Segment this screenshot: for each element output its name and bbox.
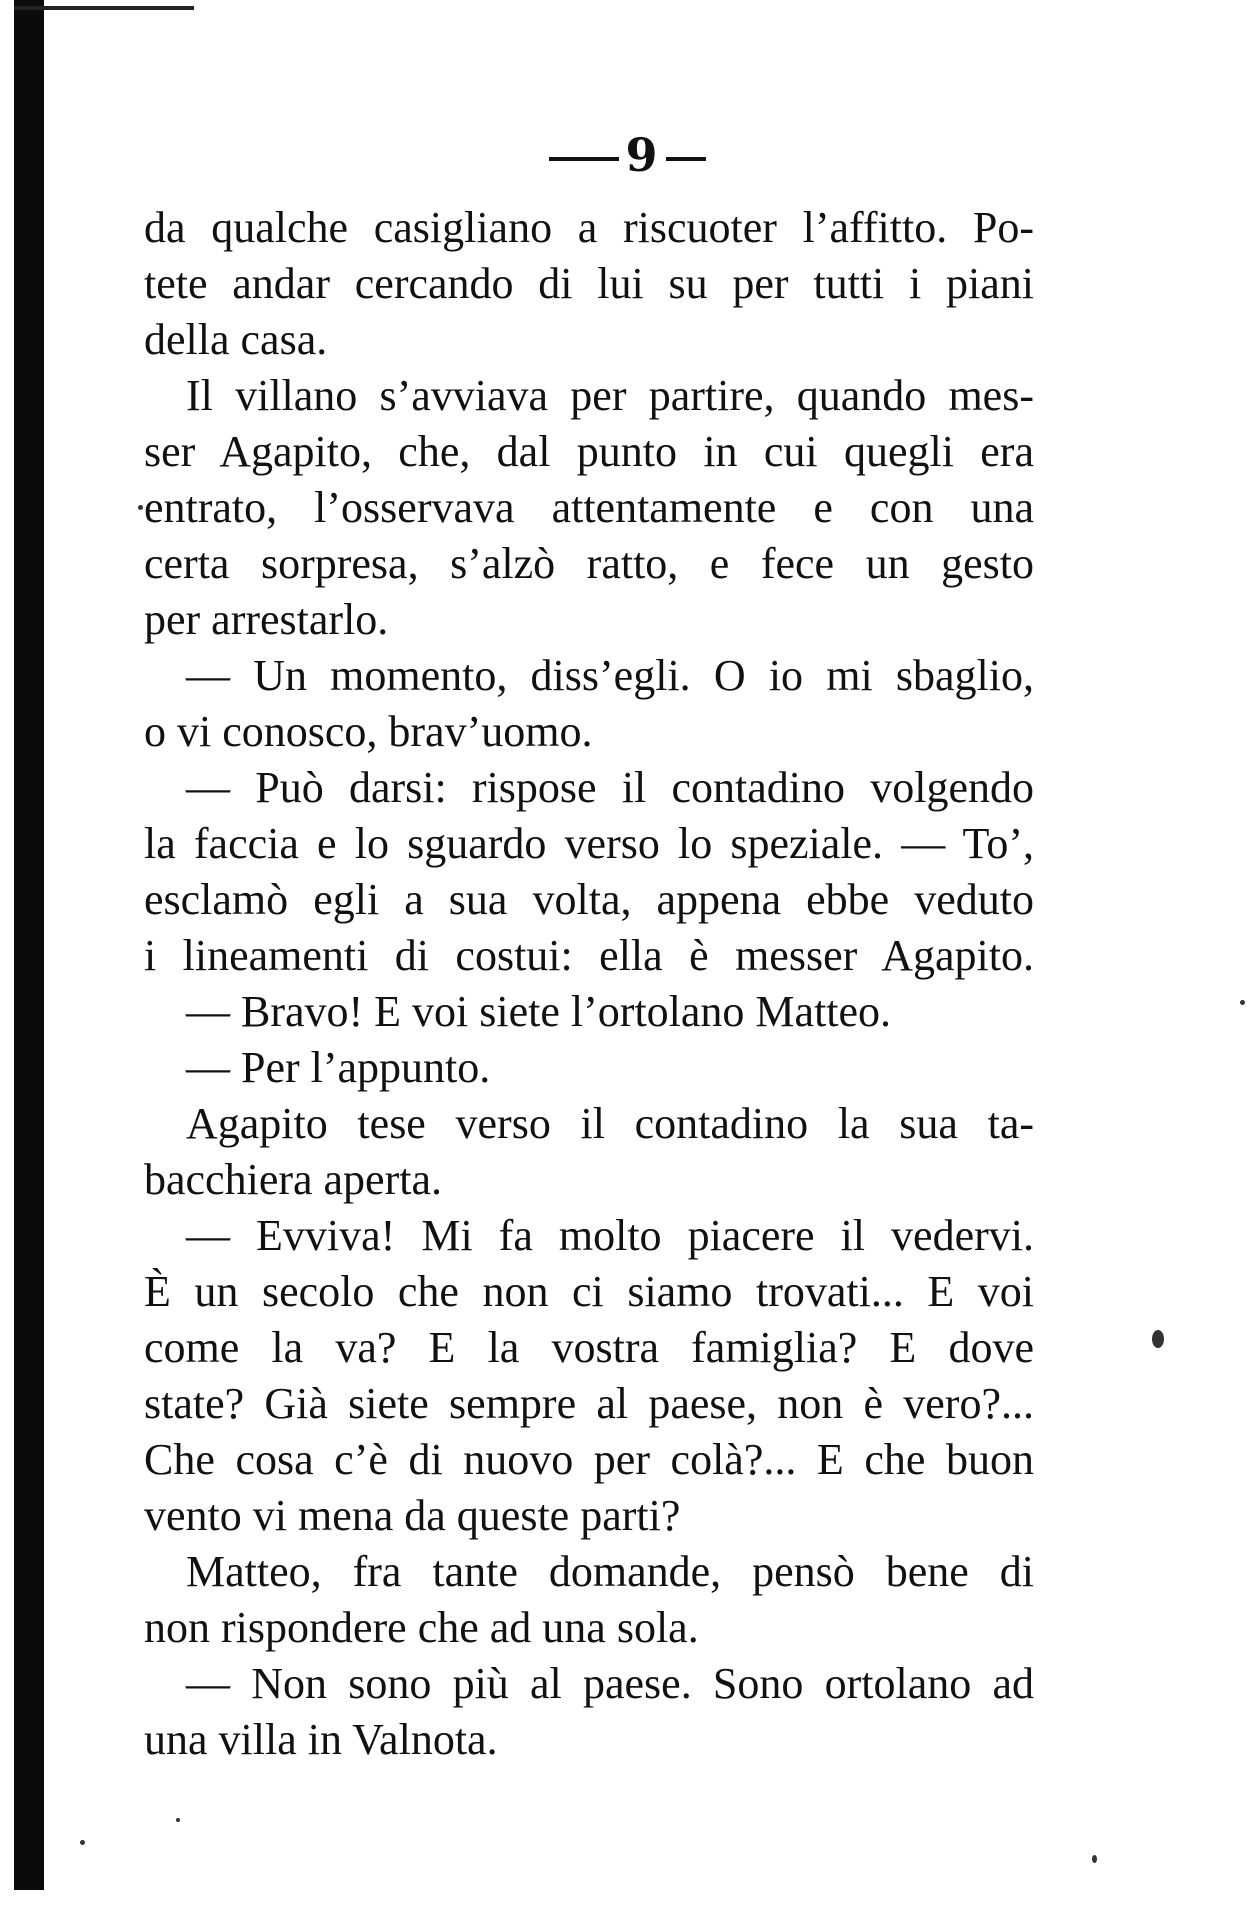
text-line: i lineamenti di costui: ella è messer Agapito. (144, 931, 1034, 980)
text-line: come la va? E la vostra famiglia? E dove (144, 1323, 1034, 1372)
scan-speck (80, 1840, 85, 1845)
text-line: — Può darsi: rispose il contadino volgendo (186, 763, 1034, 812)
page-number: 9 (625, 128, 660, 182)
text-line: per arrestarlo. (144, 595, 389, 644)
binding-edge (14, 0, 44, 1890)
text-line: Agapito tese verso il contadino la sua ta- (186, 1099, 1034, 1148)
text-line: — Per l’appunto. (186, 1043, 491, 1092)
text-line: la faccia e lo sguardo verso lo speziale. — To’, (144, 819, 1034, 868)
text-line: della casa. (144, 315, 328, 364)
text-line: — Un momento, diss’egli. O io mi sbaglio, (186, 651, 1034, 700)
scan-speck (1240, 1000, 1245, 1005)
header-dash-right (666, 157, 706, 161)
binding-edge-top (14, 6, 194, 10)
body-text (144, 200, 1034, 1768)
text-line: — Non sono più al paese. Sono ortolano ad (186, 1659, 1034, 1708)
text-line: entrato, l’osservava attentamente e con una (144, 483, 1034, 532)
text-line: state? Già siete sempre al paese, non è vero?... (144, 1379, 1034, 1428)
text-line: vento vi mena da queste parti? (144, 1491, 681, 1540)
text-line: una villa in Valnota. (144, 1715, 498, 1764)
text-line: — Bravo! E voi siete l’ortolano Matteo. (186, 987, 892, 1036)
text-line: Matteo, fra tante domande, pensò bene di (186, 1547, 1034, 1596)
text-line: Il villano s’avviava per partire, quando mes- (186, 371, 1034, 420)
text-line: È un secolo che non ci siamo trovati... E voi (144, 1267, 1034, 1316)
text-line: da qualche casigliano a riscuoter l’affitto. Po- (144, 203, 1034, 252)
page-header (0, 128, 1255, 182)
text-line: bacchiera aperta. (144, 1155, 442, 1204)
text-line: esclamò egli a sua volta, appena ebbe veduto (144, 875, 1034, 924)
text-line: certa sorpresa, s’alzò ratto, e fece un gesto (144, 539, 1034, 588)
scan-speck (176, 1818, 180, 1822)
header-dash-left (549, 157, 619, 161)
text-line: Che cosa c’è di nuovo per colà?... E che buon (144, 1435, 1034, 1484)
scan-speck (1152, 1330, 1164, 1348)
text-line: ser Agapito, che, dal punto in cui quegli era (144, 427, 1034, 476)
text-line: o vi conosco, brav’uomo. (144, 707, 593, 756)
text-line: non rispondere che ad una sola. (144, 1603, 699, 1652)
text-line: — Evviva! Mi fa molto piacere il vedervi. (186, 1211, 1034, 1260)
scan-speck (1092, 1855, 1097, 1863)
scan-speck (138, 505, 143, 510)
text-line: tete andar cercando di lui su per tutti i piani (144, 259, 1034, 308)
